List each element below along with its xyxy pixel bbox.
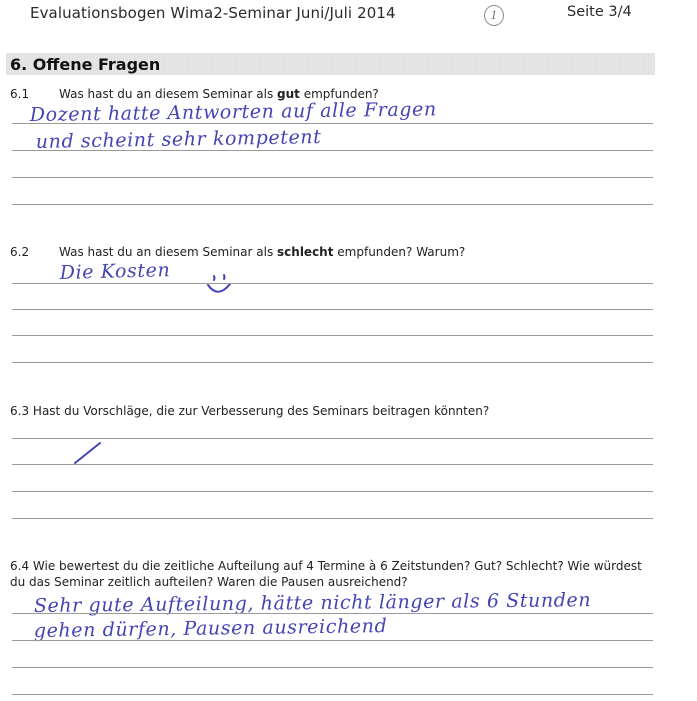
answer-line <box>12 613 653 614</box>
handwritten-answer-6-1-line-2: und scheint sehr kompetent <box>35 126 322 153</box>
question-text-6-2: Was hast du an diesem Seminar als schlecht empfunden? Warum? <box>59 245 466 259</box>
question-text-6-4-line-1: 6.4 Wie bewertest du die zeitliche Aufteilung auf 4 Termine à 6 Zeitstunden? Gut? Schlecht? Wie würdest <box>10 559 642 573</box>
question-number-6-1: 6.1 <box>10 87 30 101</box>
question-text-6-1: Was hast du an diesem Seminar als gut empfunden? <box>59 87 379 101</box>
answer-line <box>12 491 653 492</box>
answer-line <box>12 694 653 695</box>
document-title: Evaluationsbogen Wima2-Seminar Juni/Juli 2014 <box>30 4 396 22</box>
handwritten-answer-6-4-line-2: gehen dürfen, Pausen ausreichend <box>33 615 388 642</box>
question-number-6-2: 6.2 <box>10 245 30 259</box>
answer-line <box>12 667 653 668</box>
circled-page-marker: 1 <box>484 5 504 26</box>
handwritten-answer-6-1-line-1: Dozent hatte Antworten auf alle Fragen <box>29 98 437 126</box>
handwritten-answer-6-4-line-1: Sehr gute Aufteilung, hätte nicht länger als 6 Stunden <box>33 589 592 617</box>
answer-line <box>12 640 653 641</box>
page-number: Seite 3/4 <box>567 4 632 20</box>
handwritten-answer-6-2: Die Kosten <box>59 259 171 284</box>
answer-line <box>12 518 653 519</box>
answer-line <box>12 464 653 465</box>
handwritten-smiley-icon <box>202 270 236 300</box>
answer-line <box>12 309 653 310</box>
answer-line <box>12 335 653 336</box>
answer-line <box>12 362 653 363</box>
answer-line <box>12 177 653 178</box>
question-text-6-3: 6.3 Hast du Vorschläge, die zur Verbesserung des Seminars beitragen könnten? <box>10 404 490 418</box>
answer-line <box>12 123 653 124</box>
answer-line <box>12 150 653 151</box>
answer-line <box>12 283 653 284</box>
section-title: 6. Offene Fragen <box>10 55 161 74</box>
answer-line <box>12 204 653 205</box>
question-text-6-4-line-2: du das Seminar zeitlich aufteilen? Waren die Pausen ausreichend? <box>10 575 408 589</box>
